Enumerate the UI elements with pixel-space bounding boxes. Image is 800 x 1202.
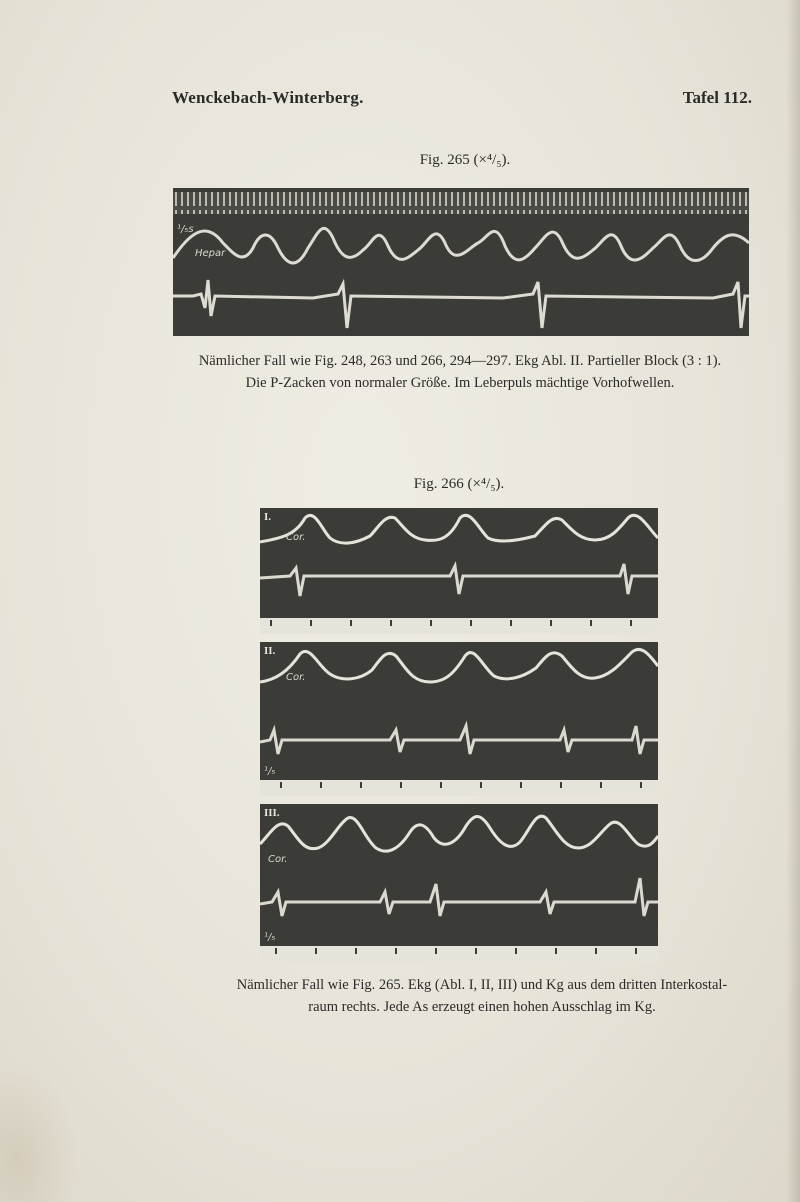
figure-265-caption-line-1: Nämlicher Fall wie Fig. 248, 263 und 266, 294—297. Ekg Abl. II. Partieller Block (3 : 1).: [198, 353, 722, 369]
figure-265-svg: [173, 188, 749, 336]
figure-266-panel-1: [260, 508, 658, 634]
figure-266-panel-1-svg: [260, 508, 658, 634]
figure-266-panel-2-cor-label: Cor.: [286, 672, 306, 683]
figure-266-panel-3-svg: [260, 804, 658, 962]
figure-266-panel-2-scale-label: ¹/₅: [264, 766, 276, 777]
header-author: Wenckebach-Winterberg.: [172, 88, 364, 107]
figure-266-caption: [192, 974, 772, 1018]
figure-266-title: Fig. 266 (×⁴/₅).: [413, 476, 505, 492]
page-edge-shadow: [786, 0, 800, 1202]
figure-265-title: Fig. 265 (×⁴/₅).: [419, 152, 511, 168]
figure-265-hepar-label: Hepar: [195, 248, 226, 259]
figure-266-panel-2: [260, 642, 658, 796]
figure-266-panel-3-cor-label: Cor.: [268, 854, 288, 865]
figure-266-panel-3-scale-label: ¹/₅: [264, 932, 276, 943]
figure-266-panel-2-svg: [260, 642, 658, 796]
figure-266-panel-2-lead-label: II.: [264, 645, 276, 657]
figure-265-tracing: [173, 188, 749, 336]
figure-265-caption-line-2: Die P-Zacken von normaler Größe. Im Leberpuls mächtige Vorhofwellen.: [245, 375, 675, 391]
header-plate-number: Tafel 112.: [682, 88, 752, 107]
figure-266-panel-1-cor-label: Cor.: [286, 532, 306, 543]
paper-stain: [0, 1060, 80, 1202]
figure-266-panel-3: [260, 804, 658, 962]
figure-266-panel-1-lead-label: I.: [264, 511, 272, 523]
figure-266-caption-line-2: raum rechts. Jede As erzeugt einen hohen Ausschlag im Kg.: [308, 999, 656, 1015]
figure-265-scale-label: ¹/₅s: [177, 224, 194, 235]
figure-266-panel-3-lead-label: III.: [264, 807, 280, 819]
figure-265-caption: [170, 350, 750, 394]
figure-266-caption-line-1: Nämlicher Fall wie Fig. 265. Ekg (Abl. I, II, III) und Kg aus dem dritten Interkostal-: [236, 977, 728, 993]
